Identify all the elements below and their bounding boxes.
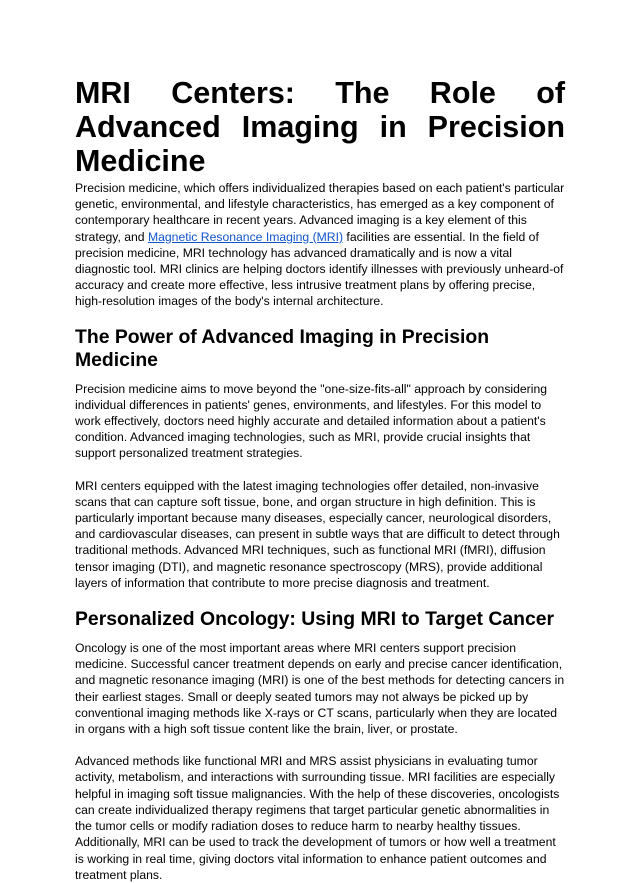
section1-paragraph-1: Precision medicine aims to move beyond the "one-size-fits-all" approach by considering individual differences in patients' genes, environments, and lifestyles. For this model to work effectively, doctors need highly accurate and detailed information about a patient's condition. Advanced imaging technologies, such as MRI, provide crucial insights that support personalized treatment strategies.: [75, 381, 548, 461]
intro-text-after-link: facilities are essential. In the field of precision medicine, MRI technology has advanced dramatically and is now a vital diagnostic tool. MRI clinics are helping doctors identify illnesses with previously unheard-of accuracy and create more effective, less intrusive treatment plans by offering precise, high-resolution images of the body's internal architecture.: [75, 229, 564, 309]
page-title: MRI Centers: The Role of Advanced Imaging in Precision Medicine: [75, 76, 565, 178]
section1-paragraph-2: MRI centers equipped with the latest imaging technologies offer detailed, non-invasive scans that can capture soft tissue, bone, and organ structure in high definition. This is particularly important because many diseases, especially cancer, neurological disorders, and cardiovascular diseases, can present in subtle ways that are difficult to detect through traditional methods. Advanced MRI techniques, such as functional MRI (fMRI), diffusion tensor imaging (DTI), and magnetic resonance spectroscopy (MRS), provide additional layers of information that contribute to more precise diagnosis and treatment.: [75, 478, 560, 590]
intro-paragraph: [75, 180, 565, 310]
mri-link[interactable]: Magnetic Resonance Imaging (MRI): [147, 229, 344, 244]
document-page: [75, 76, 565, 883]
section2-paragraph-1: Oncology is one of the most important areas where MRI centers support precision medicine. Successful cancer treatment depends on early and precise cancer identification, and magnetic resonance imaging (MRI) is one of the best methods for detecting cancers in their earliest stages. Small or deeply seated tumors may not always be picked up by conventional imaging methods like X-rays or CT scans, particularly when they are located in organs with a high soft tissue content like the brain, liver, or prostate.: [75, 641, 565, 737]
section2-paragraph-2: Advanced methods like functional MRI and MRS assist physicians in evaluating tumor activity, metabolism, and interactions with surrounding tissue. MRI facilities are especially helpful in imaging soft tissue malignancies. With the help of these discoveries, oncologists can create individualized therapy regimens that target particular genetic abnormalities in the tumor cells or modify radiation doses to reduce harm to nearby healthy tissues. Additionally, MRI can be used to track the development of tumors or how well a treatment is working in real time, giving doctors vital information to enhance patient outcomes and treatment plans.: [75, 754, 560, 882]
section-heading-personalized-oncology: Personalized Oncology: Using MRI to Target Cancer: [75, 608, 555, 631]
section-heading-power-of-imaging: The Power of Advanced Imaging in Precision Medicine: [75, 325, 490, 371]
intro-text-before-link: Precision medicine, which offers individualized therapies based on each patient's particular genetic, environmental, and lifestyle characteristics, has emerged as a key component of contemporary healthcare in recent years. Advanced imaging is a key element of this strategy, and: [75, 181, 565, 244]
